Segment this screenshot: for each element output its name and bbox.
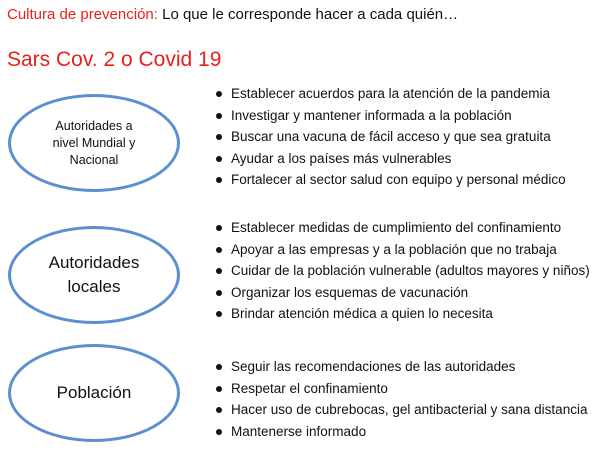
page-subtitle: Sars Cov. 2 o Covid 19 [7, 48, 222, 71]
ellipse-label-line: locales [67, 277, 121, 296]
ellipse-autoridades-locales [8, 226, 180, 324]
ellipse-label-line: Población [56, 383, 132, 402]
ellipse-poblacion [8, 344, 180, 442]
ellipse-label-line: Nacional [69, 152, 119, 167]
list-item: Respetar el confinamiento [212, 378, 587, 400]
header-prefix: Cultura de prevención: [7, 6, 158, 23]
list-item: Establecer acuerdos para la atención de la pandemia [212, 83, 566, 105]
ellipse-label-line: Autoridades [48, 253, 140, 272]
bullet-list-autoridades-locales [212, 217, 590, 325]
list-item: Buscar una vacuna de fácil acceso y que sea gratuita [212, 126, 566, 148]
list-item: Investigar y mantener informada a la población [212, 105, 566, 127]
list-item: Brindar atención médica a quien lo necesita [212, 303, 590, 325]
ellipse-label-line: Autoridades a [55, 118, 133, 133]
ellipse-label-line: nivel Mundial y [52, 135, 136, 150]
ellipse-label [53, 118, 136, 169]
list-item: Organizar los esquemas de vacunación [212, 282, 590, 304]
bullet-list-autoridades-mundial [212, 83, 566, 191]
header-title [7, 6, 458, 23]
list-item: Cuidar de la población vulnerable (adultos mayores y niños) [212, 260, 590, 282]
list-item: Seguir las recomendaciones de las autoridades [212, 356, 587, 378]
list-item: Apoyar a las empresas y a la población que no trabaja [212, 239, 590, 261]
list-item: Hacer uso de cubrebocas, gel antibacterial y sana distancia [212, 399, 587, 421]
ellipse-autoridades-mundial [8, 94, 180, 192]
ellipse-label [49, 251, 140, 299]
list-item: Ayudar a los países más vulnerables [212, 148, 566, 170]
list-item: Mantenerse informado [212, 421, 587, 443]
list-item: Establecer medidas de cumplimiento del confinamiento [212, 217, 590, 239]
header-text: Lo que le corresponde hacer a cada quién… [157, 6, 459, 23]
ellipse-label [57, 383, 132, 403]
list-item: Fortalecer al sector salud con equipo y personal médico [212, 169, 566, 191]
bullet-list-poblacion [212, 356, 587, 442]
